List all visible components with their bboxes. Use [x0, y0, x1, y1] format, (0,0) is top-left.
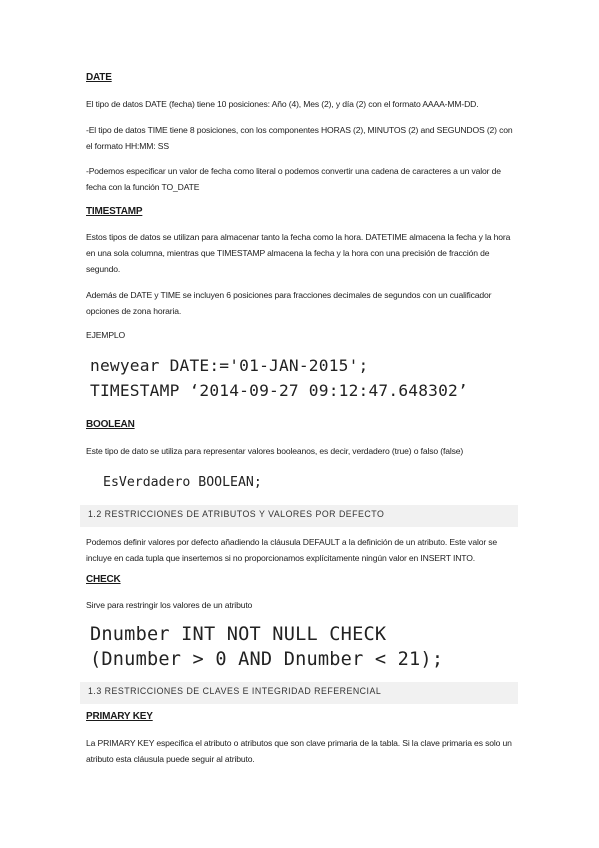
section-1-2-band: [80, 505, 518, 527]
timestamp-heading: TIMESTAMP: [86, 206, 143, 217]
section-1-2-paragraph: Podemos definir valores por defecto añadiendo la cláusula DEFAULT a la definición de un atributo. Este valor se incluye en cada tupla que insertemos si no proporcionamos explícitamente ningún valor en INSERT INTO.: [86, 537, 498, 563]
section-1-2-title: 1.2 RESTRICCIONES DE ATRIBUTOS Y VALORES POR DEFECTO: [88, 509, 385, 519]
code-line-boolean: EsVerdadero BOOLEAN;: [103, 475, 262, 490]
primary-key-paragraph: La PRIMARY KEY especifica el atributo o atributos que son clave primaria de la tabla. Si la clave primaria es solo un atributo esta cláusula puede seguir al atributo.: [86, 738, 512, 764]
timestamp-paragraph-2: Además de DATE y TIME se incluyen 6 posiciones para fracciones decimales de segundos con un cualificador opciones de zona horaria.: [86, 290, 492, 316]
date-paragraph-2: -El tipo de datos TIME tiene 8 posiciones, con los componentes HORAS (2), MINUTOS (2) and SEGUNDOS (2) con el formato HH:MM: SS: [86, 125, 513, 151]
code-line-timestamp: TIMESTAMP ‘2014-09-27 09:12:47.648302’: [90, 381, 468, 400]
code-line-check-1: Dnumber INT NOT NULL CHECK: [90, 624, 387, 645]
timestamp-paragraph-1: Estos tipos de datos se utilizan para almacenar tanto la fecha como la hora. DATETIME almacena la fecha y la hora en una sola columna, mientras que TIMESTAMP almacena la fecha y la hora con una precisión de fracción de segundo.: [86, 232, 511, 274]
check-paragraph: Sirve para restringir los valores de un atributo: [86, 600, 253, 610]
example-label: EJEMPLO: [86, 330, 126, 340]
section-1-3-title: 1.3 RESTRICCIONES DE CLAVES E INTEGRIDAD REFERENCIAL: [88, 686, 382, 696]
date-paragraph-3: -Podemos especificar un valor de fecha como literal o podemos convertir una cadena de caracteres a un valor de fecha con la función TO_DATE: [86, 166, 501, 192]
primary-key-heading: PRIMARY KEY: [86, 711, 153, 722]
section-1-3-band: [80, 682, 518, 704]
boolean-heading: BOOLEAN: [86, 419, 135, 430]
check-heading: CHECK: [86, 574, 121, 585]
date-paragraph-1: El tipo de datos DATE (fecha) tiene 10 posiciones: Año (4), Mes (2), y día (2) con el formato AAAA-MM-DD.: [86, 99, 479, 109]
code-line-newyear: newyear DATE:='01-JAN-2015';: [90, 356, 369, 375]
code-line-check-2: (Dnumber > 0 AND Dnumber < 21);: [90, 649, 444, 670]
date-heading: DATE: [86, 72, 112, 83]
boolean-paragraph: Este tipo de dato se utiliza para representar valores booleanos, es decir, verdadero (true) o falso (false): [86, 446, 464, 456]
